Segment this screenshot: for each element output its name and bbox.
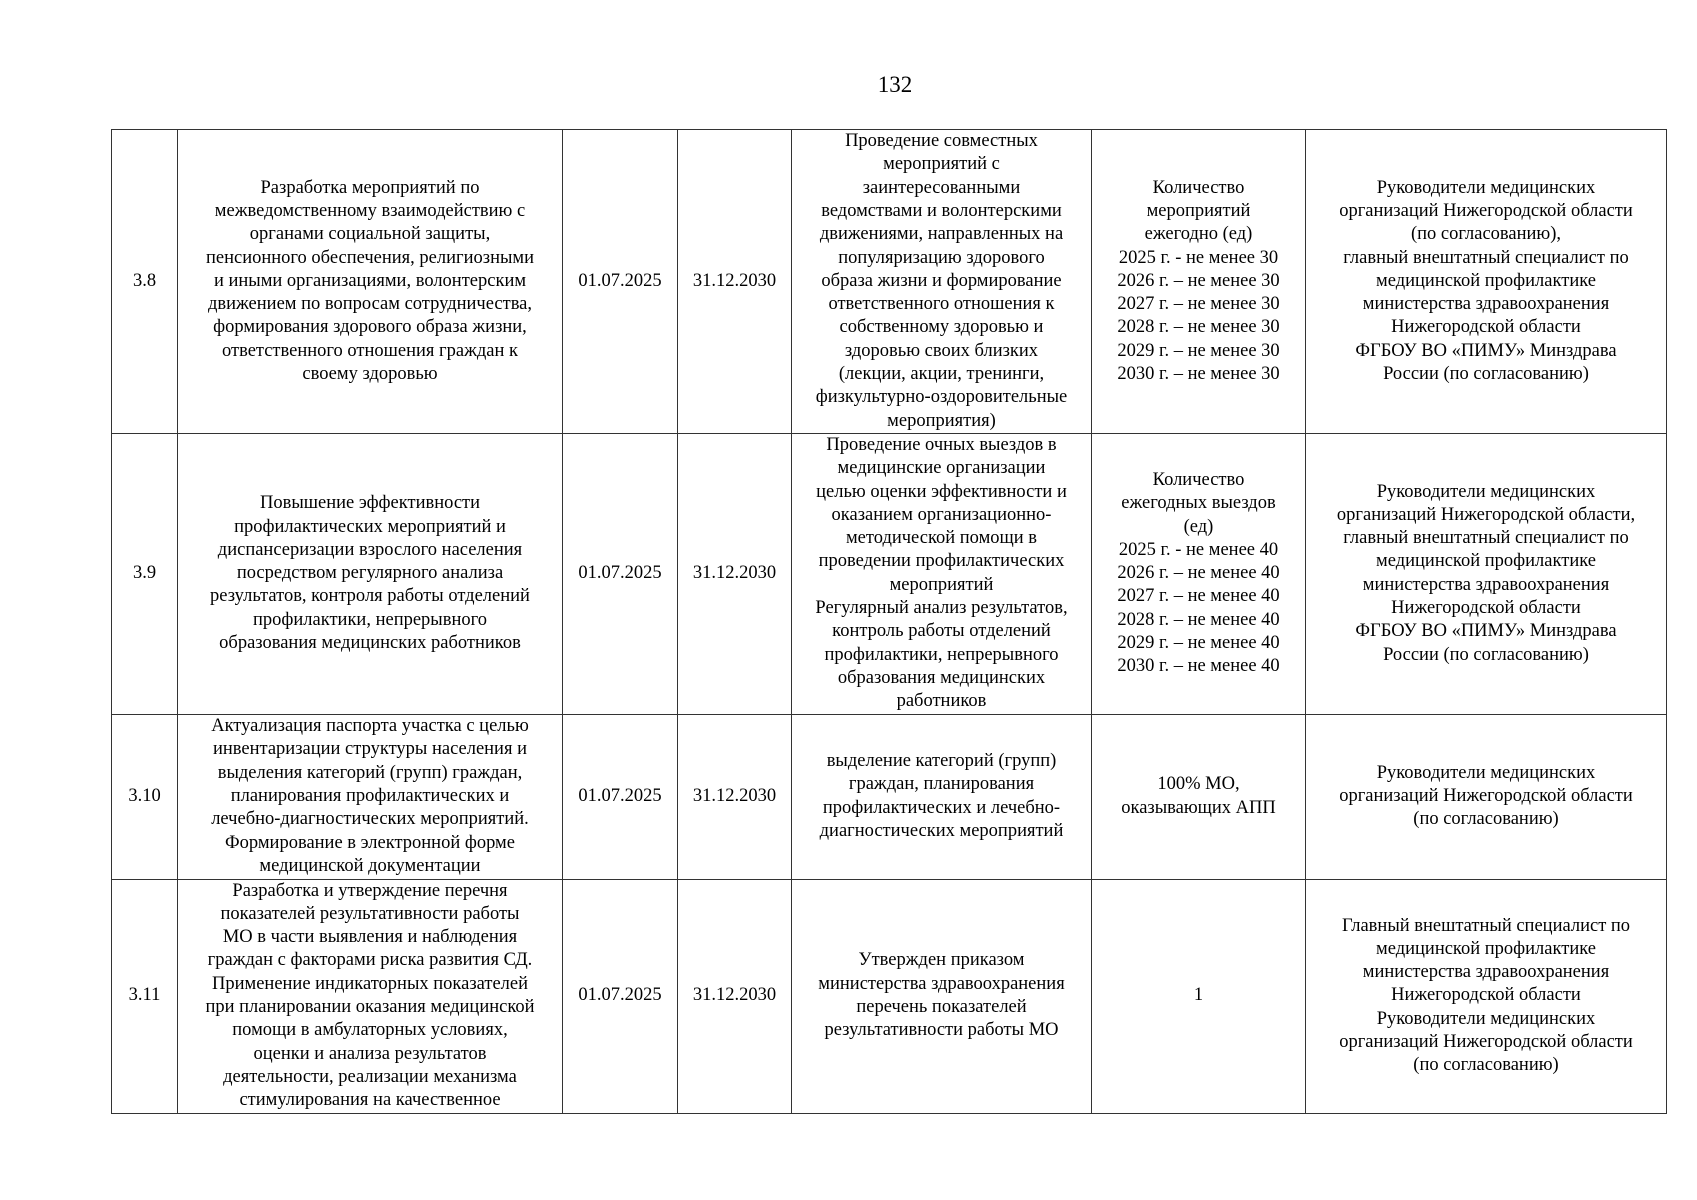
text-line: органами социальной защиты, — [249, 224, 491, 245]
text-line: оказанием организационно- — [831, 504, 1052, 525]
text-line: показателей результативности работы — [220, 903, 520, 924]
text-line: организаций Нижегородской области — [1339, 1032, 1633, 1052]
text-line: планирования профилактических и — [230, 785, 510, 806]
text-line: министерства здравоохранения — [1362, 574, 1610, 595]
text-line: (по согласованию) — [1413, 1055, 1559, 1076]
text-line: Проведение очных выездов в — [826, 435, 1057, 455]
row-number: 3.11 — [112, 879, 178, 1113]
text-line: ответственного отношения к — [828, 294, 1055, 315]
responsible-cell — [1306, 130, 1667, 434]
text-line: 1 — [1193, 985, 1204, 1006]
text-line: организаций Нижегородской области, — [1336, 504, 1636, 525]
text-line: Повышение эффективности — [259, 493, 481, 514]
text-line: Главный внештатный специалист по — [1341, 915, 1631, 936]
text-line: профилактических мероприятий и — [234, 516, 506, 537]
text-line: 2026 г. – не менее 40 — [1117, 563, 1280, 584]
table-row — [112, 130, 1667, 434]
text-line: медицинской документации — [259, 855, 481, 876]
table-row — [112, 714, 1667, 879]
text-line: диагностических мероприятий — [819, 820, 1064, 841]
text-line: здоровью своих близких — [844, 340, 1039, 361]
activity-cell — [178, 714, 563, 879]
text-line: мероприятий с — [883, 154, 1000, 175]
text-line: диспансеризации взрослого населения — [217, 539, 523, 560]
text-line: России (по согласованию) — [1383, 364, 1589, 385]
text-line: Актуализация паспорта участка с целью — [211, 716, 529, 737]
activity-cell — [178, 434, 563, 715]
end-date: 31.12.2030 — [678, 130, 792, 434]
text-line: (по согласованию) — [1413, 809, 1559, 830]
text-line: оказывающих АПП — [1121, 797, 1276, 818]
text-line: ежегодных выездов — [1121, 493, 1276, 514]
text-line: профилактических и лечебно- — [822, 797, 1061, 818]
text-line: профилактики, непрерывного — [252, 609, 487, 630]
start-date: 01.07.2025 — [563, 879, 678, 1113]
responsible-cell — [1306, 879, 1667, 1113]
text-line: движением по вопросам сотрудничества, — [207, 294, 533, 315]
indicator-cell — [1092, 879, 1306, 1113]
text-line: медицинской профилактике — [1376, 938, 1596, 959]
indicator-cell — [1092, 434, 1306, 715]
text-line: межведомственному взаимодействию с — [214, 200, 526, 221]
text-line: образования медицинских — [837, 667, 1046, 688]
result-cell — [792, 130, 1092, 434]
text-line: медицинские организации — [837, 458, 1046, 479]
text-line: своему здоровью — [302, 364, 438, 385]
text-line: формирования здорового образа жизни, — [213, 317, 527, 338]
text-line: Нижегородской области — [1391, 317, 1581, 338]
text-line: мероприятий — [889, 574, 994, 595]
text-line: министерства здравоохранения — [818, 973, 1065, 994]
indicator-cell — [1092, 130, 1306, 434]
text-line: при планировании оказания медицинской — [205, 997, 535, 1018]
text-line: (ед) — [1183, 516, 1214, 537]
page-number: 132 — [877, 72, 913, 97]
text-line: инвентаризации структуры населения и — [212, 739, 527, 760]
text-line: результатов, контроля работы отделений — [210, 586, 530, 607]
text-line: Руководители медицинских — [1376, 481, 1596, 502]
text-line: Проведение совместных — [845, 131, 1038, 152]
row-number: 3.8 — [112, 130, 178, 434]
text-line: ФГБОУ ВО «ПИМУ» Минздрава — [1355, 340, 1617, 361]
row-number: 3.9 — [112, 434, 178, 715]
text-line: работников — [896, 691, 987, 712]
text-line: популяризацию здорового — [838, 247, 1045, 268]
text-line: проведении профилактических — [818, 551, 1065, 572]
text-line: образа жизни и формирование — [821, 270, 1062, 291]
text-line: Утвержден приказом — [858, 950, 1025, 971]
text-line: 2025 г. - не менее 40 — [1118, 539, 1279, 560]
text-line: посредством регулярного анализа — [236, 563, 504, 584]
text-line: 100% МО, — [1157, 774, 1240, 795]
text-line: 2028 г. – не менее 40 — [1117, 609, 1280, 630]
text-line: министерства здравоохранения — [1362, 294, 1610, 315]
responsible-cell — [1306, 434, 1667, 715]
table-row — [112, 434, 1667, 715]
text-line: ведомствами и волонтерскими — [821, 200, 1062, 221]
indicator-cell — [1092, 714, 1306, 879]
text-line: 2030 г. – не менее 30 — [1117, 364, 1280, 385]
text-line: контроль работы отделений — [832, 621, 1051, 642]
text-line: ответственного отношения граждан к — [221, 340, 519, 361]
text-line: пенсионного обеспечения, религиозными — [205, 247, 535, 268]
text-line: организаций Нижегородской области — [1339, 785, 1633, 806]
text-line: (по согласованию), — [1410, 224, 1562, 245]
result-cell — [792, 434, 1092, 715]
activity-cell — [178, 879, 563, 1113]
text-line: собственному здоровью и — [839, 317, 1044, 338]
text-line: перечень показателей — [856, 997, 1027, 1018]
text-line: и иными организациями, волонтерским — [213, 270, 527, 291]
text-line: заинтересованными — [862, 177, 1021, 198]
text-line: Нижегородской области — [1391, 598, 1581, 619]
end-date: 31.12.2030 — [678, 434, 792, 715]
row-number: 3.10 — [112, 714, 178, 879]
text-line: Количество — [1152, 177, 1245, 198]
table-row — [112, 879, 1667, 1113]
text-line: ежегодно (ед) — [1144, 224, 1253, 245]
text-line: Руководители медицинских — [1376, 177, 1596, 198]
text-line: помощи в амбулаторных условиях, — [232, 1020, 508, 1041]
text-line: медицинской профилактике — [1376, 551, 1596, 572]
text-line: МО в части выявления и наблюдения — [222, 927, 518, 948]
text-line: 2027 г. – не менее 30 — [1117, 294, 1280, 315]
text-line: результативности работы МО — [824, 1020, 1059, 1041]
text-line: 2029 г. – не менее 30 — [1117, 340, 1280, 361]
start-date: 01.07.2025 — [563, 130, 678, 434]
text-line: Разработка и утверждение перечня — [232, 880, 508, 901]
end-date: 31.12.2030 — [678, 879, 792, 1113]
result-cell — [792, 879, 1092, 1113]
text-line: деятельности, реализации механизма — [223, 1066, 517, 1087]
responsible-cell — [1306, 714, 1667, 879]
text-line: граждан с факторами риска развития СД. — [207, 950, 533, 971]
activity-cell — [178, 130, 563, 434]
text-line: целью оценки эффективности и — [816, 481, 1067, 502]
text-line: лечебно-диагностических мероприятий. — [211, 809, 529, 830]
text-line: движениями, направленных на — [819, 224, 1064, 245]
action-plan-table — [111, 129, 1667, 1114]
text-line: Формирование в электронной форме — [225, 832, 515, 853]
text-line: граждан, планирования — [848, 774, 1035, 795]
text-line: (лекции, акции, тренинги, — [838, 364, 1045, 385]
start-date: 01.07.2025 — [563, 434, 678, 715]
text-line: стимулирования на качественное — [239, 1090, 501, 1111]
text-line: Руководители медицинских — [1376, 1008, 1596, 1029]
text-line: образования медицинских работников — [219, 633, 521, 654]
text-line: мероприятия) — [887, 410, 996, 431]
result-cell — [792, 714, 1092, 879]
text-line: Нижегородской области — [1391, 985, 1581, 1006]
text-line: Количество — [1152, 469, 1245, 490]
text-line: 2029 г. – не менее 40 — [1117, 633, 1280, 654]
text-line: 2028 г. – не менее 30 — [1117, 317, 1280, 338]
start-date: 01.07.2025 — [563, 714, 678, 879]
text-line: ФГБОУ ВО «ПИМУ» Минздрава — [1355, 621, 1617, 642]
text-line: организаций Нижегородской области — [1339, 200, 1633, 221]
text-line: медицинской профилактике — [1376, 270, 1596, 291]
text-line: Разработка мероприятий по — [260, 177, 480, 198]
text-line: 2027 г. – не менее 40 — [1117, 586, 1280, 607]
text-line: выделение категорий (групп) — [826, 750, 1057, 771]
text-line: профилактики, непрерывного — [824, 644, 1059, 665]
text-line: главный внештатный специалист по — [1343, 528, 1629, 549]
text-line: 2025 г. - не менее 30 — [1118, 247, 1279, 268]
text-line: оценки и анализа результатов — [253, 1043, 487, 1064]
text-line: Применение индикаторных показателей — [211, 973, 529, 994]
text-line: методической помощи в — [845, 528, 1038, 549]
text-line: мероприятий — [1146, 200, 1251, 221]
text-line: 2026 г. – не менее 30 — [1117, 270, 1280, 291]
text-line: физкультурно-оздоровительные — [815, 387, 1068, 408]
text-line: выделения категорий (групп) граждан, — [217, 762, 523, 783]
text-line: министерства здравоохранения — [1362, 962, 1610, 983]
text-line: 2030 г. – не менее 40 — [1117, 656, 1280, 677]
text-line: России (по согласованию) — [1383, 644, 1589, 665]
text-line: главный внештатный специалист по — [1343, 247, 1629, 268]
text-line: Руководители медицинских — [1376, 762, 1596, 783]
end-date: 31.12.2030 — [678, 714, 792, 879]
text-line: Регулярный анализ результатов, — [815, 598, 1068, 619]
